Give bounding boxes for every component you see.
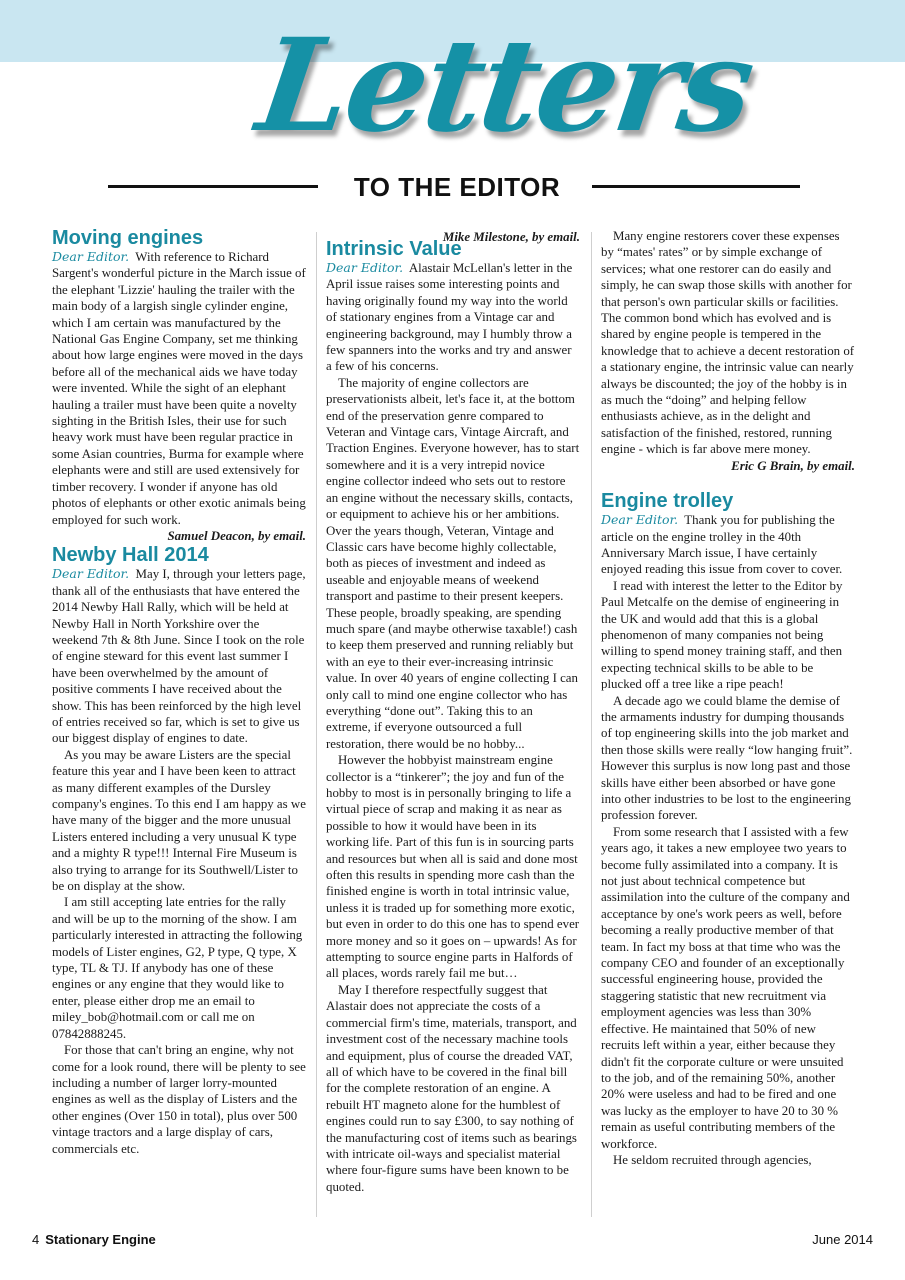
magazine-name: Stationary Engine <box>45 1232 156 1247</box>
paragraph: With reference to Richard Sargent's wonderful picture in the March issue of the elephant 'Lizzie' hauling the trailer with the main body of a largish single cylinder engine, which I am certain was manufactured by the National Gas Engine Company, set me thinking about how large engines were moved in the days before all of the mechanical aids we have today were invented. While the sight of an elephant hauling a trailer must have been quite a novelty sighting in the British Isles, their use for such heavy work must have been regular practice in some Asian countries, Burma for example where elephants were and still are used extensively for timber recovery. I wonder if anyone has old photos of elephants or other exotic animals being employed for such work. <box>52 250 306 527</box>
paragraph: However the hobbyist mainstream engine collector is a “tinkerer”; the joy and fun of the hobby to most is in personally bringing to life a virtual piece of scrap and making it as near as possible to how it would have been in its working life. Part of this fun is in sourcing parts and resources but when all is said and done most often this results in spending more cash than the finished engine is worth in total intrinsic value, unless it is traded up for something more exotic, but even in order to do this one has to spend ever more money and so it goes on – upwards! As for attempting to source engine parts in Halfords of all places, words rarely fail me but… <box>326 753 580 981</box>
paragraph: Thank you for publishing the article on the engine trolley in the 40th Anniversary March issue, I have certainly enjoyed reading this issue from cover to cover. <box>601 513 843 577</box>
paragraph: A decade ago we could blame the demise of the armaments industry for dumping thousands of top engineering skills into the job market and then those skills were really “low hanging fruit”. However this surplus is now long past and those skills have either been absorbed or have gone into other industries to be lost to the engineering profession forever. <box>601 693 853 823</box>
salutation: Dear Editor. <box>52 249 130 264</box>
paragraph: I am still accepting late entries for the rally and will be up to the morning of the show. I am particularly interested in attracting the following models of Lister engines, G2, P type, Q type, X type, TL & TJ. If anybody has one of these engines or any engine that they would like to enter, please either drop me an email to miley_bob@hotmail.com or call me on 07842888245. <box>52 895 303 1041</box>
salutation: Dear Editor. <box>52 566 130 582</box>
column-3 <box>601 228 855 1168</box>
paragraph: He seldom recruited through agencies, <box>613 1152 812 1167</box>
rule-right <box>592 185 800 188</box>
heading-moving-engines: Moving engines <box>52 227 204 249</box>
paragraph: For those that can't bring an engine, why not come for a look round, there will be plenty to see including a number of larger lorry-mounted engines as well as the display of Listers and the other engines (Over 150 in total), plus over 500 vintage tractors and a large display of cars, commercials etc. <box>52 1043 306 1156</box>
heading-engine-trolley: Engine trolley <box>601 490 734 513</box>
footer-left <box>32 1232 156 1247</box>
paragraph: Alastair McLellan's letter in the April issue raises some interesting points and having originally found my way into the world of stationary engines from a Vintage car and engineering background, may I humbly throw a few spanners into the works and try and answer a few of his concerns. <box>326 261 573 374</box>
issue-date: June 2014 <box>812 1232 873 1247</box>
heading-newby-hall: Newby Hall 2014 <box>52 544 209 567</box>
paragraph: The majority of engine collectors are preservationists albeit, let's face it, at the bottom end of the preservation genre compared to Veteran and Vintage cars, Vintage Aircraft, and Traction Engines. Everyone however, has to start somewhere and it is a very intrepid novice engine collector indeed who sets out to restore an engine without the necessary skills, contacts, or equipment to achieve his or her ambitions. Over the years though, Veteran, Vintage and Classic cars have become highly collectable, both as pieces of investment and indeed as useable and enjoyable means of weekend transport and pastime to their present keepers. These people, broadly speaking, are spending much spare (and maybe otherwise taxable!) cash to keep them preserved and running reliably but with an eye to their ever-increasing intrinsic value. In over 40 years of engine collecting I can only call to mind one engine collector who has everything “done out”. Taking this to an extreme, if everyone outsourced a full restoration, there would be no hobby... <box>326 375 580 751</box>
signature-mike-milestone: Mike Milestone, by email. <box>442 230 580 244</box>
signature-samuel-deacon: Samuel Deacon, by email. <box>167 528 306 543</box>
letter-engine-trolley-body <box>601 512 855 578</box>
spacer <box>601 474 855 490</box>
column-2 <box>326 238 580 1195</box>
paragraph: From some research that I assisted with a few years ago, it takes a new employee two years to become fully assimilated into a company. It is not just about technical competence but assimilation into the culture of the company and acceptance by one's work peers as well, before becoming a really productive member of that team. In fact my boss at that time who was the company CEO and founder of an exceptionally successful engineering house, provided the staggering statistic that new recruitment via employment agencies was less than 30% effective. He maintained that 50% of new recruits left within a year, either because they didn't fit the corporate culture or were unsuited to the job, and of the remaining 50%, another 20% were useless and had to be fired and one was lucky as the employer to have 20 to 30 % remain as useful contributing members of the workforce. <box>601 824 850 1151</box>
subtitle-bar <box>108 172 800 202</box>
heading-intrinsic-value: Intrinsic Value <box>326 238 462 260</box>
column-divider-2 <box>591 232 592 1217</box>
paragraph: May I, through your letters page, thank all of the enthusiasts that have entered the 2014 Newby Hall Rally, which will be held at Newby Hall in North Yorkshire over the weekend 7th & 8th June. Since I took on the role of engine steward for this event last summer I have been overwhelmed by the amount of positive comments I have received about the show. This has been reinforced by the high level of entries received so far, which is set to give us our biggest display of engines to date. <box>52 567 306 746</box>
page-number: 4 <box>32 1232 40 1247</box>
paragraph: I read with interest the letter to the Editor by Paul Metcalfe on the demise of engineering in the UK and would add that this is a global phenomenon of many companies not being willing to spend money training staff, and then expecting technical skills to be able to be plucked off a tree like a ripe peach! <box>601 578 843 692</box>
paragraph: May I therefore respectfully suggest that Alastair does not appreciate the costs of a commercial firm's time, materials, transport, and investment cost of the necessary machine tools and equipment, plus of course the dreaded VAT, all of which have to be covered in the final bill for the complete restoration of an engine. A rebuilt HT magneto alone for the humblest of engines could run to say £300, to say nothing of the manufacturing cost of items such as bearings with intricate oil-ways and specialist material where four-figure sums have been known to be quoted. <box>326 982 577 1194</box>
signature-eric-brain: Eric G Brain, by email. <box>731 458 855 473</box>
salutation: Dear Editor. <box>326 260 404 275</box>
rule-left <box>108 185 318 188</box>
salutation: Dear Editor. <box>601 512 679 528</box>
paragraph: As you may be aware Listers are the special feature this year and I have been keen to attract as many different examples of the Dursley company's engines. To this end I am happy as we have many of the bigger and the more unusual Listers entered including a very unusual K type and a mighty R type!!! Internal Fire Museum is also trying to arrange for its Southwell/Lister to be on display at the show. <box>52 747 306 894</box>
masthead-subtitle: TO THE EDITOR <box>353 172 561 202</box>
letter-intrinsic-value-body <box>326 260 580 375</box>
masthead-title: Letters <box>249 11 761 161</box>
masthead <box>0 0 905 200</box>
letter-moving-engines-body <box>52 249 306 528</box>
column-1 <box>52 227 306 1157</box>
column-divider-1 <box>316 232 317 1217</box>
paragraph: Many engine restorers cover these expenses by “mates' rates” or by simple exchange of services; what one restorer can do easily and simply, he can swap those skills with another for that person's own particular skills or facilities. The common bond which has evolved and is shared by engine people is tempered in the knowledge that to achieve a decent restoration of a stationary engine, the intrinsic value can nearly always be discounted; the joy of the hobby is in as much the “doing” and helping fellow enthusiasts achieve, as in the delight and satisfaction of the finished, restored, running engine - which is far above mere money. <box>601 229 855 457</box>
letter-newby-hall-body <box>52 566 306 746</box>
